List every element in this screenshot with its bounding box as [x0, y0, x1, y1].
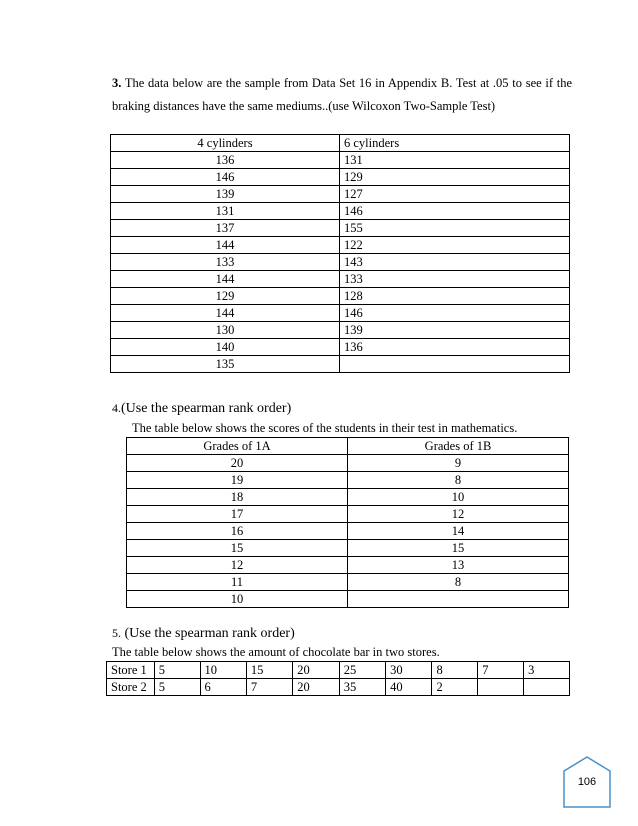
grades-table-cell: 20	[127, 455, 348, 472]
question-3-number: 3.	[112, 76, 122, 90]
grades-table-row	[127, 557, 569, 574]
braking-table-cell: 144	[111, 271, 340, 288]
chocolate-table-cell: 7	[478, 662, 524, 679]
grades-table-cell: 11	[127, 574, 348, 591]
grades-table-cell: 12	[348, 506, 569, 523]
chocolate-table-cell: 20	[293, 679, 339, 696]
braking-table-cell: 127	[340, 186, 570, 203]
chocolate-table-cell: 25	[339, 662, 385, 679]
braking-table-row	[111, 339, 570, 356]
braking-table-row	[111, 271, 570, 288]
grades-table-cell	[348, 591, 569, 608]
chocolate-table-cell: 20	[293, 662, 339, 679]
braking-table-cell: 122	[340, 237, 570, 254]
grades-table-row	[127, 506, 569, 523]
page-number: 106	[577, 776, 597, 788]
braking-table-cell: 133	[111, 254, 340, 271]
braking-table-row	[111, 305, 570, 322]
grades-table-cell: 14	[348, 523, 569, 540]
grades-table-row	[127, 523, 569, 540]
braking-table-cell: 139	[340, 322, 570, 339]
grades-table-cell: 17	[127, 506, 348, 523]
chocolate-table-cell: 8	[432, 662, 478, 679]
grades-table-cell: 8	[348, 574, 569, 591]
grades-table-cell: 15	[348, 540, 569, 557]
braking-table-cell: 136	[340, 339, 570, 356]
grades-table-row	[127, 540, 569, 557]
question-5-heading: (Use the spearman rank order)	[124, 626, 295, 641]
chocolate-table-cell: 6	[200, 679, 246, 696]
braking-table-row	[111, 356, 570, 373]
braking-table-cell: 129	[340, 169, 570, 186]
grades-table-row	[127, 591, 569, 608]
grades-table-row	[127, 489, 569, 506]
grades-table-cell: 16	[127, 523, 348, 540]
braking-table-cell	[340, 356, 570, 373]
braking-table-row	[111, 322, 570, 339]
braking-table-header-row	[111, 135, 570, 152]
braking-table-cell: 129	[111, 288, 340, 305]
braking-table-cell: 139	[111, 186, 340, 203]
question-4-number: 4.	[112, 401, 121, 415]
braking-table-cell: 135	[111, 356, 340, 373]
chocolate-table-cell: 3	[524, 662, 570, 679]
chocolate-table-cell: 35	[339, 679, 385, 696]
question-5-title	[112, 626, 295, 642]
grades-table-cell: 10	[348, 489, 569, 506]
grades-table	[126, 437, 569, 608]
chocolate-table-row	[107, 679, 570, 696]
grades-table-cell: 10	[127, 591, 348, 608]
grades-table-cell: 13	[348, 557, 569, 574]
chocolate-bar-table	[106, 661, 570, 696]
braking-table-row	[111, 203, 570, 220]
chocolate-table-cell: Store 1	[107, 662, 155, 679]
grades-table-row	[127, 472, 569, 489]
braking-table-row	[111, 237, 570, 254]
braking-table-row	[111, 152, 570, 169]
braking-distance-table	[110, 134, 570, 373]
braking-table-cell: 144	[111, 305, 340, 322]
braking-table-cell: 131	[340, 152, 570, 169]
braking-table-cell: 131	[111, 203, 340, 220]
question-4-description: The table below shows the scores of the students in their test in mathematics.	[132, 421, 518, 435]
braking-table-row	[111, 254, 570, 271]
chocolate-table-cell: 30	[386, 662, 432, 679]
braking-table-row	[111, 220, 570, 237]
question-5-number: 5.	[112, 626, 121, 640]
chocolate-table-cell: 15	[246, 662, 292, 679]
braking-table-cell: 137	[111, 220, 340, 237]
chocolate-table-cell: 10	[200, 662, 246, 679]
question-3-text	[112, 72, 572, 118]
braking-table-cell: 136	[111, 152, 340, 169]
grades-table-row	[127, 455, 569, 472]
braking-table-cell: 143	[340, 254, 570, 271]
braking-table-cell: 140	[111, 339, 340, 356]
chocolate-table-cell: 5	[154, 662, 200, 679]
chocolate-table-cell: 2	[432, 679, 478, 696]
grades-table-cell: 15	[127, 540, 348, 557]
braking-table-row	[111, 186, 570, 203]
chocolate-table-cell: 7	[246, 679, 292, 696]
braking-table-cell: 130	[111, 322, 340, 339]
braking-table-cell: 146	[340, 203, 570, 220]
question-4-heading: (Use the spearman rank order)	[121, 401, 292, 416]
question-5-description: The table below shows the amount of chocolate bar in two stores.	[112, 645, 440, 659]
grades-table-cell: 19	[127, 472, 348, 489]
braking-table-cell: 146	[340, 305, 570, 322]
chocolate-table-cell	[524, 679, 570, 696]
grades-table-cell: 12	[127, 557, 348, 574]
grades-table-header-row	[127, 438, 569, 455]
grades-table-header-cell: Grades of 1A	[127, 438, 348, 455]
braking-table-row	[111, 288, 570, 305]
grades-table-header-cell: Grades of 1B	[348, 438, 569, 455]
question-4-title	[112, 401, 291, 417]
chocolate-table-row	[107, 662, 570, 679]
chocolate-table-cell: Store 2	[107, 679, 155, 696]
braking-table-cell: 128	[340, 288, 570, 305]
chocolate-table-cell	[478, 679, 524, 696]
braking-table-row	[111, 169, 570, 186]
braking-table-header-cell: 6 cylinders	[340, 135, 570, 152]
chocolate-table-cell: 40	[386, 679, 432, 696]
braking-table-cell: 146	[111, 169, 340, 186]
grades-table-cell: 8	[348, 472, 569, 489]
braking-table-cell: 144	[111, 237, 340, 254]
braking-table-cell: 133	[340, 271, 570, 288]
braking-table-cell: 155	[340, 220, 570, 237]
page-number-badge	[560, 755, 614, 809]
grades-table-row	[127, 574, 569, 591]
grades-table-cell: 9	[348, 455, 569, 472]
braking-table-header-cell: 4 cylinders	[111, 135, 340, 152]
chocolate-table-cell: 5	[154, 679, 200, 696]
grades-table-cell: 18	[127, 489, 348, 506]
question-3-body: The data below are the sample from Data Set 16 in Appendix B. Test at .05 to see if the braking distances have the same mediums..(use Wilcoxon Two-Sample Test)	[112, 76, 572, 113]
